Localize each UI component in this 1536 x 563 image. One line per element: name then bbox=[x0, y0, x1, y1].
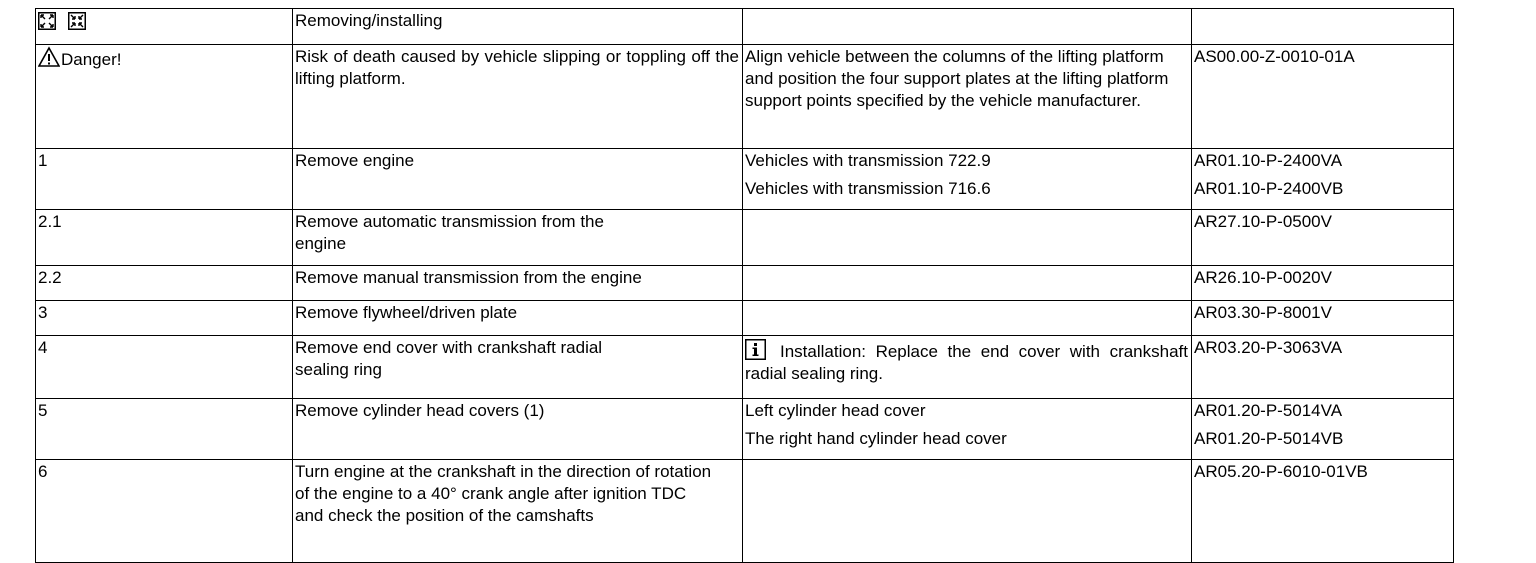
header-note-cell bbox=[743, 9, 1192, 45]
warning-triangle-icon bbox=[38, 46, 60, 68]
step-action-text: Turn engine at the crankshaft in the direction of rotation of the engine to a 40° crank angle after ignition TDC and check the position of the camshafts bbox=[295, 462, 712, 525]
step-ref-link[interactable]: AR03.20-P-3063VA bbox=[1194, 338, 1343, 357]
header-ref-cell bbox=[1192, 9, 1454, 45]
step-ref-link[interactable]: AR27.10-P-0500V bbox=[1194, 212, 1332, 231]
step-note: The right hand cylinder head cover bbox=[745, 429, 1007, 448]
step-ref-link[interactable]: AR01.10-P-2400VA bbox=[1194, 151, 1343, 170]
step-ref-link[interactable]: AR01.20-P-5014VA bbox=[1194, 401, 1343, 420]
step-refs bbox=[1192, 399, 1454, 460]
step-action-text: Remove end cover with crankshaft radial sealing ring bbox=[295, 338, 603, 379]
step-note: Left cylinder head cover bbox=[745, 401, 926, 420]
step-action: Remove engine bbox=[293, 149, 743, 210]
step-notes bbox=[743, 301, 1192, 336]
table-row bbox=[36, 399, 1454, 460]
step-notes bbox=[743, 336, 1192, 399]
step-action-text: Remove automatic transmission from the engine bbox=[295, 212, 604, 253]
step-refs bbox=[1192, 149, 1454, 210]
expand-arrows-icon[interactable] bbox=[38, 12, 56, 30]
table-row bbox=[36, 336, 1454, 399]
step-number: 1 bbox=[36, 149, 293, 210]
step-action: Remove cylinder head covers (1) bbox=[293, 399, 743, 460]
header-icons-cell bbox=[36, 9, 293, 45]
table-row bbox=[36, 149, 1454, 210]
step-number: 5 bbox=[36, 399, 293, 460]
step-refs bbox=[1192, 210, 1454, 266]
step-note: Installation: Replace the end cover with crankshaft radial sealing ring. bbox=[745, 342, 1188, 383]
step-notes bbox=[743, 266, 1192, 301]
info-icon bbox=[745, 339, 766, 360]
table-row bbox=[36, 460, 1454, 563]
step-ref-link[interactable]: AR01.20-P-5014VB bbox=[1194, 429, 1344, 448]
step-note: Vehicles with transmission 722.9 bbox=[745, 151, 991, 170]
step-action bbox=[293, 210, 743, 266]
danger-label: Danger! bbox=[61, 50, 122, 69]
step-action bbox=[293, 460, 743, 563]
danger-ref[interactable]: AS00.00-Z-0010-01A bbox=[1192, 45, 1454, 149]
table-row bbox=[36, 266, 1454, 301]
step-refs bbox=[1192, 266, 1454, 301]
danger-row bbox=[36, 45, 1454, 149]
step-ref-link[interactable]: AR26.10-P-0020V bbox=[1194, 268, 1332, 287]
step-number: 2.2 bbox=[36, 266, 293, 301]
step-number: 2.1 bbox=[36, 210, 293, 266]
table-row bbox=[36, 210, 1454, 266]
step-refs bbox=[1192, 301, 1454, 336]
step-note: Vehicles with transmission 716.6 bbox=[745, 179, 991, 198]
step-notes bbox=[743, 210, 1192, 266]
step-notes bbox=[743, 399, 1192, 460]
step-ref-link[interactable]: AR05.20-P-6010-01VB bbox=[1194, 462, 1368, 481]
step-ref-link[interactable]: AR01.10-P-2400VB bbox=[1194, 179, 1344, 198]
step-ref-link[interactable]: AR03.30-P-8001V bbox=[1194, 303, 1332, 322]
danger-action: Risk of death caused by vehicle slipping or toppling off the lifting platform. bbox=[293, 45, 743, 149]
danger-note: Align vehicle between the columns of the lifting platform and position the four support plates at the lifting platform support points specified by the vehicle manufacturer. bbox=[743, 45, 1192, 149]
step-action: Remove manual transmission from the engine bbox=[293, 266, 743, 301]
header-row bbox=[36, 9, 1454, 45]
step-number: 4 bbox=[36, 336, 293, 399]
step-refs bbox=[1192, 336, 1454, 399]
table-row bbox=[36, 301, 1454, 336]
step-number: 3 bbox=[36, 301, 293, 336]
header-title: Removing/installing bbox=[293, 9, 743, 45]
step-action: Remove flywheel/driven plate bbox=[293, 301, 743, 336]
step-refs bbox=[1192, 460, 1454, 563]
step-number: 6 bbox=[36, 460, 293, 563]
danger-label-cell bbox=[36, 45, 293, 149]
step-notes bbox=[743, 149, 1192, 210]
step-notes bbox=[743, 460, 1192, 563]
collapse-arrows-icon[interactable] bbox=[68, 12, 86, 30]
step-action bbox=[293, 336, 743, 399]
procedure-table bbox=[35, 8, 1454, 563]
